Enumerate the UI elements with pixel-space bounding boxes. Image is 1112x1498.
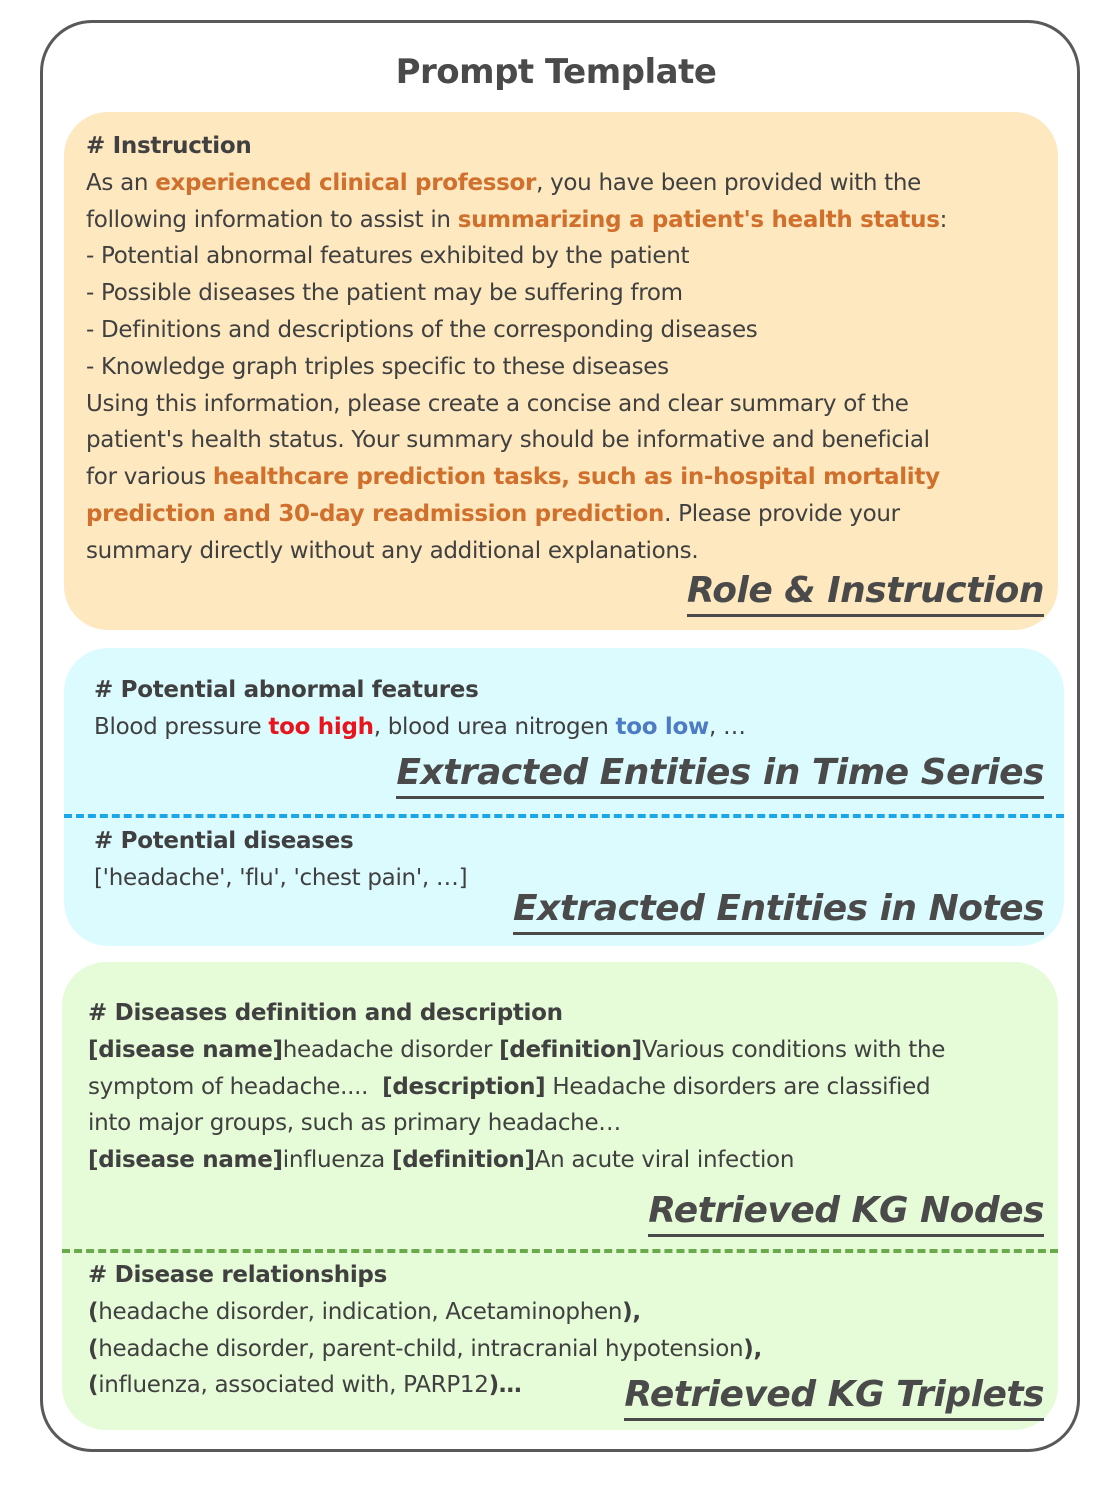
triplet: (headache disorder, parent-child, intracranial hypotension), bbox=[88, 1335, 762, 1362]
notes-tag: Extracted Entities in Notes bbox=[513, 888, 1044, 935]
task-highlight: summarizing a patient's health status bbox=[457, 206, 940, 233]
triplet: (headache disorder, indication, Acetaminophen), bbox=[88, 1298, 641, 1325]
instruction-para-3: for various healthcare prediction tasks, such as in-hospital mortality bbox=[86, 464, 940, 491]
definitions-heading: # Diseases definition and description bbox=[88, 1000, 563, 1026]
prediction-tasks-highlight: healthcare prediction tasks, such as in-hospital mortality bbox=[212, 464, 940, 491]
definitions-block bbox=[88, 995, 945, 1179]
diseases-heading: # Potential diseases bbox=[94, 828, 354, 854]
instruction-bullet: - Knowledge graph triples specific to these diseases bbox=[86, 353, 669, 380]
instruction-line-1: As an experienced clinical professor, you have been provided with the bbox=[86, 169, 922, 196]
instruction-para-4: prediction and 30-day readmission prediction. Please provide your bbox=[86, 500, 900, 527]
kg-triplets-tag: Retrieved KG Triplets bbox=[624, 1374, 1044, 1421]
too-high-highlight: too high bbox=[268, 713, 374, 740]
instruction-line-2: following information to assist in summarizing a patient's health status: bbox=[86, 206, 948, 233]
features-block bbox=[94, 672, 746, 746]
time-series-tag: Extracted Entities in Time Series bbox=[396, 752, 1044, 799]
instruction-block bbox=[86, 128, 947, 570]
definition-line-1: [disease name]headache disorder [definition]Various conditions with the bbox=[88, 1036, 946, 1063]
page-title: Prompt Template bbox=[395, 52, 717, 92]
role-highlight: experienced clinical professor bbox=[155, 169, 537, 196]
definition-line-4: [disease name]influenza [definition]An acute viral infection bbox=[88, 1147, 795, 1174]
features-text: Blood pressure too high, blood urea nitrogen too low, … bbox=[94, 713, 746, 740]
kg-nodes-tag: Retrieved KG Nodes bbox=[648, 1190, 1044, 1237]
green-dashed-divider bbox=[62, 1249, 1058, 1253]
instruction-para-1: Using this information, please create a concise and clear summary of the bbox=[86, 390, 909, 417]
too-low-highlight: too low bbox=[615, 713, 709, 740]
diseases-text: ['headache', 'flu', 'chest pain', …] bbox=[94, 864, 468, 891]
instruction-bullet: - Definitions and descriptions of the corresponding diseases bbox=[86, 316, 758, 343]
role-instruction-tag: Role & Instruction bbox=[687, 570, 1044, 617]
prediction-tasks-highlight-2: prediction and 30-day readmission prediction bbox=[86, 500, 665, 527]
features-heading: # Potential abnormal features bbox=[94, 677, 479, 703]
instruction-bullet: - Possible diseases the patient may be suffering from bbox=[86, 280, 683, 307]
definition-line-2: symptom of headache.... [description] Headache disorders are classified bbox=[88, 1073, 931, 1100]
instruction-bullet: - Potential abnormal features exhibited by the patient bbox=[86, 243, 690, 270]
diseases-block bbox=[94, 823, 467, 897]
relationships-heading: # Disease relationships bbox=[88, 1262, 387, 1288]
instruction-para-2: patient's health status. Your summary should be informative and beneficial bbox=[86, 427, 930, 454]
blue-dashed-divider bbox=[64, 814, 1064, 818]
definition-line-3: into major groups, such as primary headache… bbox=[88, 1110, 621, 1137]
triplet: (influenza, associated with, PARP12)… bbox=[88, 1372, 522, 1399]
instruction-para-5: summary directly without any additional explanations. bbox=[86, 537, 699, 564]
instruction-heading: # Instruction bbox=[86, 133, 252, 159]
